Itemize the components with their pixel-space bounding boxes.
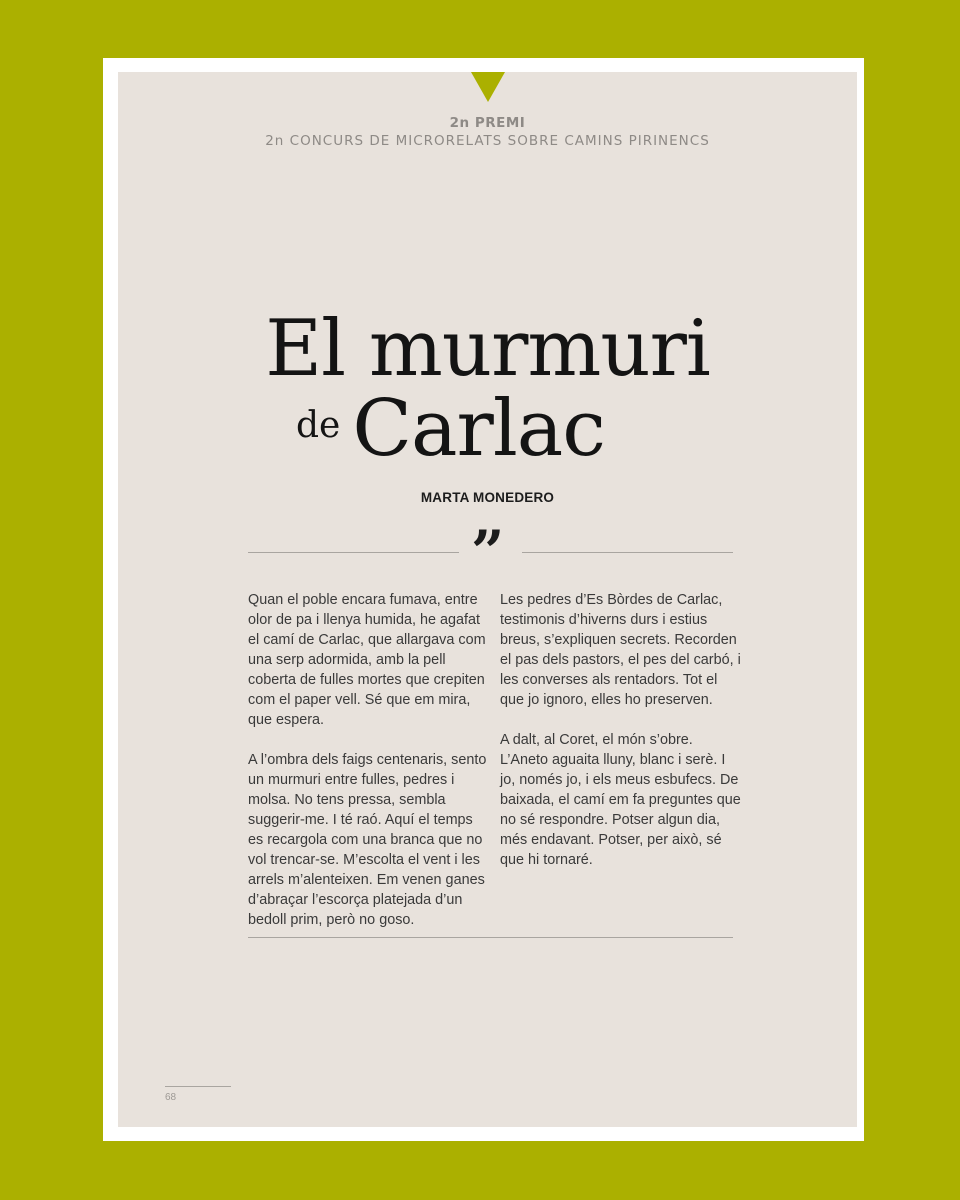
title-place: Carlac <box>352 384 605 474</box>
divider-right <box>522 552 733 553</box>
story-paragraph: A l’ombra dels faigs centenaris, sento un murmuri entre fulles, pedres i molsa. No tens pressa, sembla suggerir-me. I té raó. Aquí el temps es recargola com una branca que no vol trencar-se. M’escolta el vent i les arrels m’alenteixen. Em venen ganes d’abraçar l’escorça platejada d’un bedoll prim, però no goso. <box>248 752 487 928</box>
contest-label: 2n CONCURS DE MICRORELATS SOBRE CAMINS PIRINENCS <box>265 133 710 149</box>
author-name: MARTA MONEDERO <box>420 490 555 505</box>
quote-mark-icon: ” <box>471 518 505 586</box>
page-number: 68 <box>165 1092 177 1103</box>
magazine-page <box>118 72 857 1127</box>
story-column-right <box>500 590 742 890</box>
title-connector: de <box>296 405 341 446</box>
triangle-marker-icon <box>471 72 505 102</box>
story-column-left <box>248 590 490 950</box>
story-paragraph: Quan el poble encara fumava, entre olor de pa i llenya humida, he agafat el camí de Carlac, que allargava com una serp adormida, amb la pell coberta de fulles mortes que crepiten com el paper vell. Sé que em mira, que espera. <box>248 592 486 728</box>
story-paragraph: A dalt, al Coret, el món s’obre. L’Aneto aguaita lluny, blanc i serè. I jo, només jo, i els meus esbufecs. De baixada, el camí em fa preguntes que no sé respondre. Potser algun dia, més endavant. Potser, per això, sé que hi tornaré. <box>500 732 741 868</box>
story-paragraph: Les pedres d’Es Bòrdes de Carlac, testimonis d’hiverns durs i estius breus, s’expliquen secrets. Recorden el pas dels pastors, el pes del carbó, i les converses als rentadors. Tot el que jo ignoro, elles ho preserven. <box>500 592 741 708</box>
divider-bottom <box>248 937 733 938</box>
prize-label: 2n PREMI <box>449 115 526 131</box>
footer-rule <box>165 1086 231 1087</box>
divider-left <box>248 552 459 553</box>
story-title-line2 <box>296 384 605 474</box>
story-title: El murmuri <box>265 304 710 394</box>
